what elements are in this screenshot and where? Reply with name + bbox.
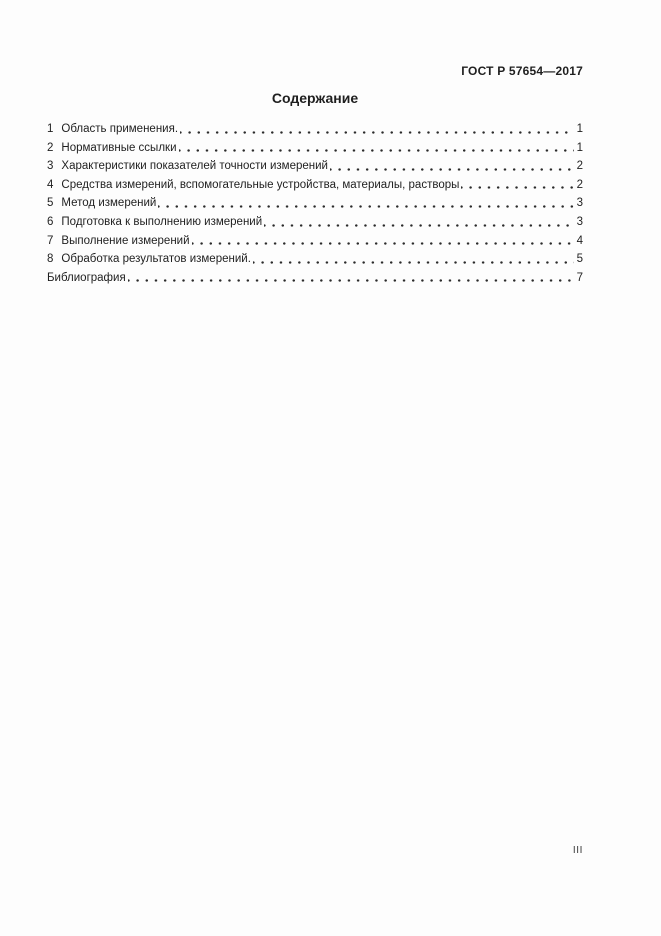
toc-entry-page: 1 [576,141,583,154]
toc-entry-number: 4 [47,178,54,191]
toc-entry [47,194,583,213]
toc-entry-number: 8 [47,253,54,266]
toc-entry [47,232,583,251]
toc-list [47,120,583,287]
toc-entry [47,139,583,158]
toc-entry-title: Библиография [47,271,126,284]
toc-entry-page: 5 [576,253,583,266]
dot-leader [461,176,573,195]
toc-entry-title: Выполнение измерений [61,234,190,247]
dot-leader [330,157,574,176]
toc-entry-page: 2 [576,160,583,173]
toc-entry-page: 3 [576,197,583,210]
toc-entry-title: Характеристики показателей точности измерений [61,160,328,173]
document-code: ГОСТ Р 57654—2017 [461,64,583,78]
page-number: III [572,845,583,856]
toc-entry [47,250,583,269]
toc-entry-number: 2 [47,141,54,154]
toc-entry [47,269,583,288]
toc-entry-title: Средства измерений, вспомогательные устройства, материалы, растворы [61,178,460,191]
toc-entry-title: Метод измерений [61,197,157,210]
dot-leader [179,139,574,158]
toc-entry-page: 7 [576,271,583,284]
toc-entry-number: 5 [47,197,54,210]
toc-entry [47,120,583,139]
toc-entry-page: 3 [576,215,583,228]
dot-leader [264,213,573,232]
toc-entry [47,157,583,176]
toc-entry-title: Обработка результатов измерений. [61,253,251,266]
page-title: Содержание [271,90,359,106]
toc-entry-page: 4 [576,234,583,247]
toc-entry-number: 7 [47,234,54,247]
toc-entry-number: 6 [47,215,54,228]
toc-entry [47,176,583,195]
dot-leader [180,120,574,139]
toc-entry-title: Подготовка к выполнению измерений [61,215,263,228]
toc-entry-number: 3 [47,160,54,173]
dot-leader [128,269,574,288]
toc-entry [47,213,583,232]
toc-entry-number: 1 [47,123,54,135]
toc-entry-page: 1 [576,123,583,135]
toc-entry-title: Область применения. [61,123,179,135]
toc-entry-title: Нормативные ссылки [61,141,177,154]
dot-leader [253,250,574,269]
dot-leader [192,232,574,251]
toc-entry-page: 2 [576,178,583,191]
dot-leader [158,194,573,213]
